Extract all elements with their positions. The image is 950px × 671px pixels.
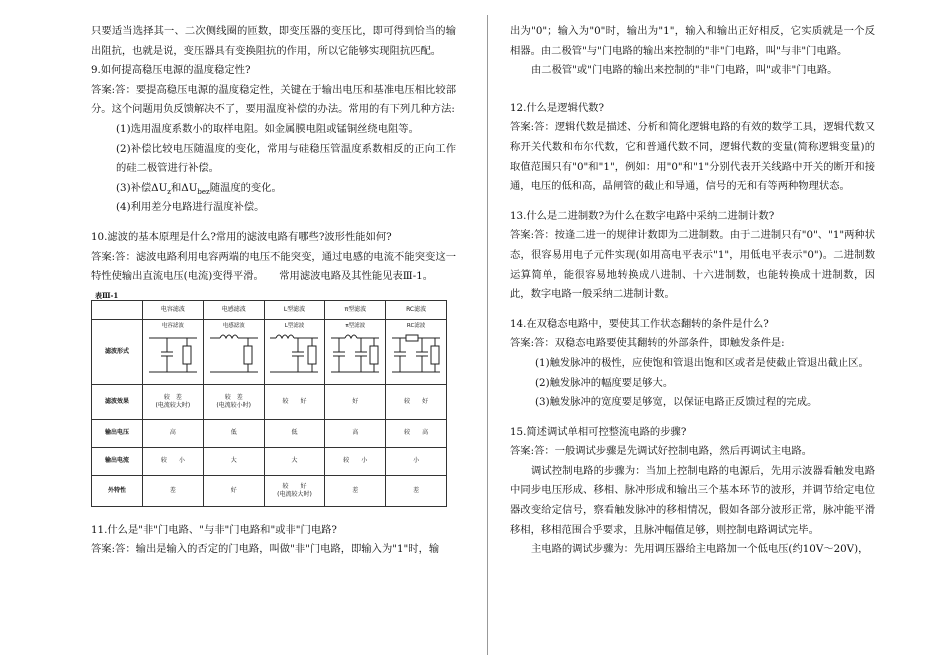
answer-14-item-2: (2)触发脉冲的幅度要足够大。	[535, 376, 674, 389]
table-row	[92, 384, 447, 419]
answer-12: 答案:答：逻辑代数是描述、分析和简化逻辑电路的有效的数学工具，逻辑代数又称开关代数和布尔代数，它和普通代数不同，逻辑代数的变量(简称逻辑变量)的取值范围只有"0"和"1"，例如：用"0"和"1"分别代表开关线路中开关的断开和接通，电压的低和高，晶闸管的截止和导通，信号的无和有等两种物理状态。	[510, 121, 875, 193]
table-cell: 差	[325, 475, 386, 506]
header-cell: L型滤波	[264, 300, 325, 319]
row-label: 输出电流	[92, 447, 143, 475]
row-label: 外特性	[92, 475, 143, 506]
table-row	[92, 319, 447, 384]
row-label: 输出电压	[92, 419, 143, 447]
question-13: 13.什么是二进制数?为什么在数字电路中采纳二进制计数?	[510, 209, 775, 222]
row-label: 滤波形式	[92, 319, 143, 384]
answer-14: 答案:答：双稳态电路要使其翻转的外部条件，即触发条件是:	[510, 337, 785, 350]
answer-11: 答案:答：输出是输入的否定的门电路，叫做"非"门电路，即输入为"1"时，输	[91, 543, 440, 556]
pi-filter-diagram	[327, 330, 383, 378]
table-cell: 好	[325, 384, 386, 419]
table-row	[92, 447, 447, 475]
answer-9: 答案:答：要提高稳压电源的温度稳定性，关键在于输出电压和基准电压相比较部分。这个问题用负反馈解决不了，要用温度补偿的办法。常用的有下列几种方法:	[91, 83, 456, 116]
question-10: 10.滤波的基本原理是什么?常用的滤波电路有哪些?波形性能如何?	[91, 230, 392, 243]
answer-15-main-circuit: 主电路的调试步骤为：先用调压器给主电路加一个低电压(约10V～20V)，	[531, 543, 869, 556]
answer-14-item-1: (1)触发脉冲的极性，应使饱和管退出饱和区或者是使截止管退出截止区。	[535, 356, 869, 369]
answer-15-control-circuit: 调试控制电路的步骤为：当加上控制电路的电源后，先用示波器看触发电路中同步电压形成、移相、脉冲形成和输出三个基本环节的波形，并调节给定电位器改变给定信号，察看触发脉冲的移相情况，假如各部分波形正常，脉冲能平滑移相，移相范围合乎要求，且脉冲幅值足够，则控制电路调试完毕。	[510, 464, 875, 536]
question-15: 15.简述调试单相可控整流电路的步骤?	[510, 425, 687, 438]
header-cell: 电感滤波	[203, 300, 264, 319]
inductor-filter-diagram	[206, 330, 262, 378]
table-cell: 差	[143, 475, 204, 506]
question-14: 14.在双稳态电路中，要使其工作状态翻转的条件是什么?	[510, 317, 769, 330]
table-caption: 表Ⅲ-1	[95, 290, 119, 300]
table-row	[92, 475, 447, 506]
answer-11-nor: 由二极管"或"门电路的输出来控制的"非"门电路，叫"或非"门电路。	[531, 64, 838, 77]
table-cell: 差	[386, 475, 447, 506]
table-cell: 较 好 (电流较大时)	[264, 475, 325, 506]
rc-filter-diagram	[388, 330, 444, 378]
circuit-capacitor-filter: 电容滤波	[143, 319, 204, 384]
header-cell: 电容滤波	[143, 300, 204, 319]
answer-10: 答案:答：滤波电路利用电容两端的电压不能突变，通过电感的电流不能突变这一特性使输出直流电压(电流)变得平滑。 常用滤波电路及其性能见表Ⅲ-1。	[91, 250, 456, 283]
left-column	[91, 22, 456, 560]
answer-9-item-2: (2)补偿比较电压随温度的变化，常用与硅稳压管温度系数相反的正向工作的硅二极管进行补偿。	[116, 142, 456, 175]
table-row	[92, 419, 447, 447]
table-cell: 高	[143, 419, 204, 447]
table-cell: 低	[203, 419, 264, 447]
circuit-inductor-filter: 电感滤波	[203, 319, 264, 384]
answer-14-item-3: (3)触发脉冲的宽度要足够宽，以保证电路正反馈过程的完成。	[535, 396, 818, 409]
header-cell: π型滤波	[325, 300, 386, 319]
answer-9-item-1: (1)选用温度系数小的取样电阻。如金属膜电阻或锰铜丝绕电阻等。	[116, 122, 419, 135]
capacitor-filter-diagram	[145, 330, 201, 378]
question-11: 11.什么是"非"门电路、"与非"门电路和"或非"门电路?	[91, 523, 337, 536]
header-cell: RC滤波	[386, 300, 447, 319]
table-cell: 较 小	[143, 447, 204, 475]
table-header-row	[92, 300, 447, 319]
row-label: 滤波效果	[92, 384, 143, 419]
table-cell: 低	[264, 419, 325, 447]
table-cell: 较 差 (电流较小时)	[203, 384, 264, 419]
paragraph-continuation: 只要适当选择其一、二次侧线圈的匝数，即变压器的变压比，即可得到恰当的输出阻抗，也就是说，变压器具有变换阻抗的作用，所以它能够实现阻抗匹配。	[91, 25, 456, 57]
answer-9-item-4: (4)利用差分电路进行温度补偿。	[116, 201, 265, 214]
circuit-l-filter: L型滤波	[264, 319, 325, 384]
table-cell: 好	[203, 475, 264, 506]
column-divider	[487, 15, 488, 655]
answer-11-continued: 出为"0"；输入为"0"时，输出为"1"，输入和输出正好相反，它实质就是一个反相器。由二极管"与"门电路的输出来控制的"非"门电路，叫"与非"门电路。	[510, 25, 875, 57]
l-filter-diagram	[266, 330, 322, 378]
answer-15: 答案:答：一般调试步骤是先调试好控制电路，然后再调试主电路。	[510, 445, 813, 458]
question-9: 9.如何提高稳压电源的温度稳定性?	[91, 64, 251, 77]
table-cell: 大	[264, 447, 325, 475]
table-cell: 较 高	[386, 419, 447, 447]
filter-table	[91, 300, 447, 507]
answer-13: 答案:答：按逢二进一的规律计数即为二进制数。由于二进制只有"0"、"1"两种状态，很容易用电子元件实现(如用高电平表示"1"，用低电平表示"0")。二进制数运算简单，能很容易地转换成八进制、十六进制数，也能转换成十进制数，因此，数字电路一般采纳二进制计数。	[510, 229, 876, 301]
table-cell: 小	[386, 447, 447, 475]
table-cell: 较 好	[264, 384, 325, 419]
table-cell: 较 小	[325, 447, 386, 475]
table-cell: 较 差 (电流较大时)	[143, 384, 204, 419]
answer-9-item-3: (3)补偿$\Delta U_z$和$\Delta U_{bez}$随温度的变化。	[116, 181, 282, 196]
right-column	[510, 22, 875, 560]
table-cell: 较 好	[386, 384, 447, 419]
question-12: 12.什么是逻辑代数?	[510, 101, 604, 114]
table-cell: 大	[203, 447, 264, 475]
circuit-pi-filter: π型滤波	[325, 319, 386, 384]
table-cell: 高	[325, 419, 386, 447]
circuit-rc-filter: RC滤波	[386, 319, 447, 384]
